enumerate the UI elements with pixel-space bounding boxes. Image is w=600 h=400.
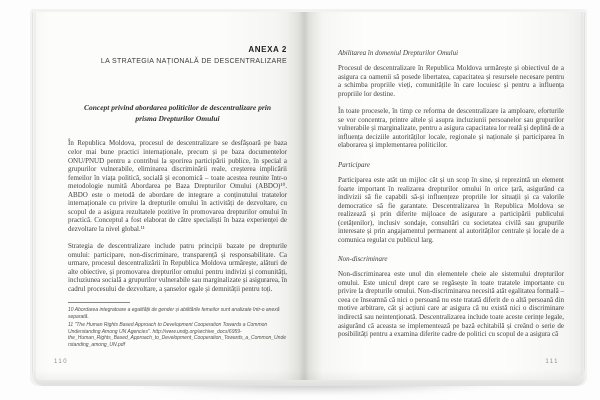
page-number-right: 111 (545, 359, 559, 365)
right-page-content (338, 45, 564, 348)
left-paragraph-1: În Republica Moldova, procesul de descentralizare se desfășoară pe baza celor mai bune practici internaționale, precum și pe baza documentelor ONU/PNUD pentru a contribui la sporirea participării publice, în special a grupurilor vulnerabile, eliminarea discriminării reale, creșterea implicării femeilor în viața politică, socială și economică – toate acestea reunite într-o metodologie numită Abordarea pe Baza Drepturilor Omului (ABDO)¹⁰. ABDO este o metodă de abordare de integrare a conținutului tratatelor internaționale cu privire la drepturile omului în activități de dezvoltare, cu scopul de a asigura rezultatele pozitive în promovarea drepturilor omului în practică. Conceptul a fost elaborat de către specialiști în baza experienței de dezvoltare la nivel global.¹¹ (68, 139, 287, 233)
page-left (32, 12, 304, 380)
left-page-content (68, 45, 287, 350)
page-number-left: 110 (54, 359, 69, 365)
section-heading-abilitarea: Abilitarea în domeniul Drepturilor Omului (338, 49, 459, 57)
open-book (30, 9, 587, 386)
annex-label: ANEXA 2 (248, 45, 287, 54)
section-heading-participare: Participare (338, 160, 371, 169)
annex-header (68, 45, 287, 66)
footnote-10: 10 Abordarea integratoare a egalității de gender și abilitările femeilor sunt analizate într-o anexă separată. (68, 307, 280, 320)
concept-title: Concept privind abordarea politicilor de descentralizare prin prisma Drepturilor Omului (83, 102, 272, 123)
footnote-11: 11 "The Human Rights Based Approach to Development Cooperation Towards a Common Understanding Among UN Agencies". http://www.undg.org/archive_docs/6959-the_Human_Rights_Based_Approach_to_Development_Cooperation_Towards_a_Common_Understanding_among_UN.pdf (68, 322, 287, 348)
right-paragraph-3: Participarea este atât un mijloc cât și un scop în sine, și reprezintă un element foarte important în realizarea drepturilor omului în orice țară, asigurând ca indivizii să fie capabili să-și influențeze propriile lor situații și ca valorile democratice să fie garantate. Descentralizarea în Republica Moldova se realizează și prin diferite mijloace de asigurare a participării publicului (cetățenilor), inclusiv sondaje, consultări cu societatea civilă sau grupurile interesate și prin angajamentul permanent al autorităților centrale și locale de a comunica regulat cu publicul larg. (338, 175, 564, 244)
right-paragraph-4: Non-discriminarea este unul din elementele cheie ale sistemului drepturilor omului. Este unicul drept care se regăsește în toate tratatele importante cu privire la drepturile omului. Non-discriminarea necesită atât egalitatea formală – ceea ce înseamnă că nici o persoană nu este tratată diferit de o altă persoană din motive arbitrare, cât și acțiuni care ar asigura că nu există nici o discriminare indirectă sau neintenționată. Descentralizarea include toate aceste cerințe legale, asigurând că aceasta se implementează pe bază echitabilă și creând o serie de posibilități pentru a examina diferite cadre de politici cu scopul de a asigura că (338, 270, 564, 339)
right-paragraph-1: Procesul de descentralizare în Republica Moldova urmărește și obiectivul de a asigura ca oamenii să posede libertatea, capacitatea și resursele necesare pentru a schimba propriile vieți, comunitățile în care locuiesc și pentru a influența propriile lor destine. (338, 64, 564, 98)
right-paragraph-2: În toate procesele, în timp ce reforma de descentralizare ia amploare, eforturile se vor concentra, printre altele și asupra incluziunii persoanelor sau grupurilor vulnerabile și marginalizate, pentru a asigura capacitatea lor reală și deplină de a influența deciziile autorităților locale, regionale și naționale și participarea în elaborarea și implementarea politicilor. (338, 107, 564, 150)
left-paragraph-2: Strategia de descentralizare include patru principii bazate pe drepturile omului: participare, non-discriminare, transparență și responsabilitate. Ca urmare, procesul descentralizării în Republica Moldova urmărește, alături de alte obiective, și promovarea drepturilor omului pentru indivizi și comunități, incluziunea socială a grupurilor vulnerabile sau marginalizate și asigurarea, în cadrul procesului de dezvoltare, a șanselor egale și demnității pentru toți. (68, 242, 287, 293)
footnote-divider (68, 302, 130, 303)
page-right (304, 12, 585, 380)
annex-subtitle: LA STRATEGIA NAȚIONALĂ DE DESCENTRALIZARE (100, 57, 287, 65)
section-heading-non-discriminare: Non-discriminare (338, 255, 388, 264)
